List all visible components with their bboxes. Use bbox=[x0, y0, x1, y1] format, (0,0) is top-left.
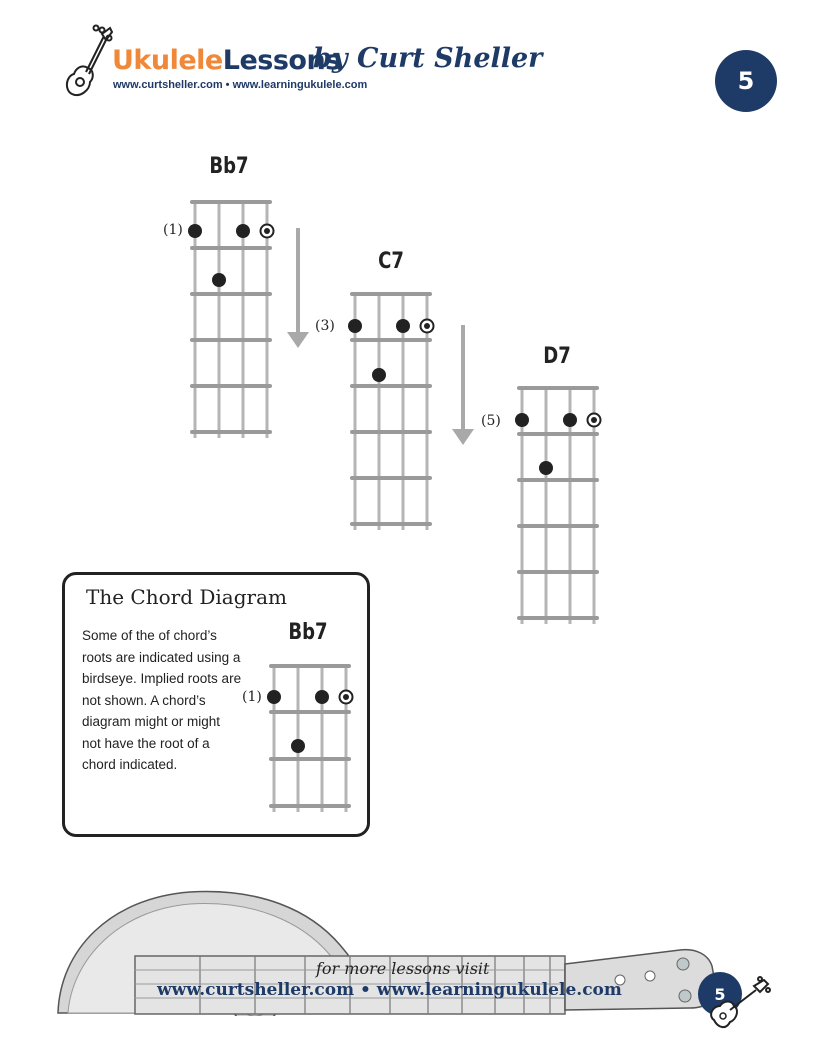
finger-dot bbox=[291, 739, 305, 753]
chord-fret-label-d7: (5) bbox=[481, 413, 501, 429]
down-arrow-icon bbox=[451, 325, 475, 447]
finger-dot bbox=[212, 273, 226, 287]
brand-lessons: Lessons bbox=[222, 45, 341, 76]
chord-title-d7: D7 bbox=[543, 344, 571, 369]
info-chord-fret-label: (1) bbox=[242, 689, 262, 705]
chord-fret-label-bb7: (1) bbox=[163, 222, 183, 238]
chord-title-bb7: Bb7 bbox=[209, 154, 249, 179]
info-box-title: The Chord Diagram bbox=[86, 585, 287, 609]
finger-dot bbox=[515, 413, 529, 427]
finger-dot bbox=[315, 690, 329, 704]
footer-page-number: 5 bbox=[714, 984, 726, 1004]
finger-dot bbox=[236, 224, 250, 238]
chord-fret-label-c7: (3) bbox=[315, 318, 335, 334]
page-number-badge bbox=[715, 50, 777, 112]
footer-visit-text: for more lessons visit bbox=[316, 959, 490, 978]
finger-dot bbox=[188, 224, 202, 238]
ukulele-logo-icon bbox=[64, 24, 114, 98]
footer-ukulele-icon bbox=[708, 976, 772, 1034]
finger-dot bbox=[539, 461, 553, 475]
info-chord-diagram bbox=[267, 660, 357, 816]
brand-ukulele: Ukulele bbox=[112, 45, 223, 76]
chord-title-c7: C7 bbox=[378, 249, 404, 274]
chord-diagram-d7 bbox=[515, 382, 605, 628]
finger-dot bbox=[563, 413, 577, 427]
finger-dot bbox=[396, 319, 410, 333]
info-chord-title: Bb7 bbox=[288, 620, 328, 645]
chord-diagram-bb7 bbox=[188, 196, 278, 442]
brand-logo bbox=[112, 46, 341, 76]
finger-dot bbox=[372, 368, 386, 382]
finger-dot bbox=[348, 319, 362, 333]
finger-dot bbox=[267, 690, 281, 704]
header-urls: www.curtsheller.com • www.learningukulele.com bbox=[113, 79, 368, 91]
info-box-text: Some of the of chord’s roots are indicated using a birdseye. Implied roots are not shown. A chord’s diagram might or might not have the root of a chord indicated. bbox=[82, 628, 242, 772]
footer-urls[interactable]: www.curtsheller.com • www.learningukulele.com bbox=[157, 980, 622, 1000]
page-number: 5 bbox=[737, 67, 755, 95]
brand-byline: by Curt Sheller bbox=[313, 43, 543, 74]
down-arrow-icon bbox=[286, 228, 310, 350]
chord-diagram-c7 bbox=[348, 288, 438, 534]
